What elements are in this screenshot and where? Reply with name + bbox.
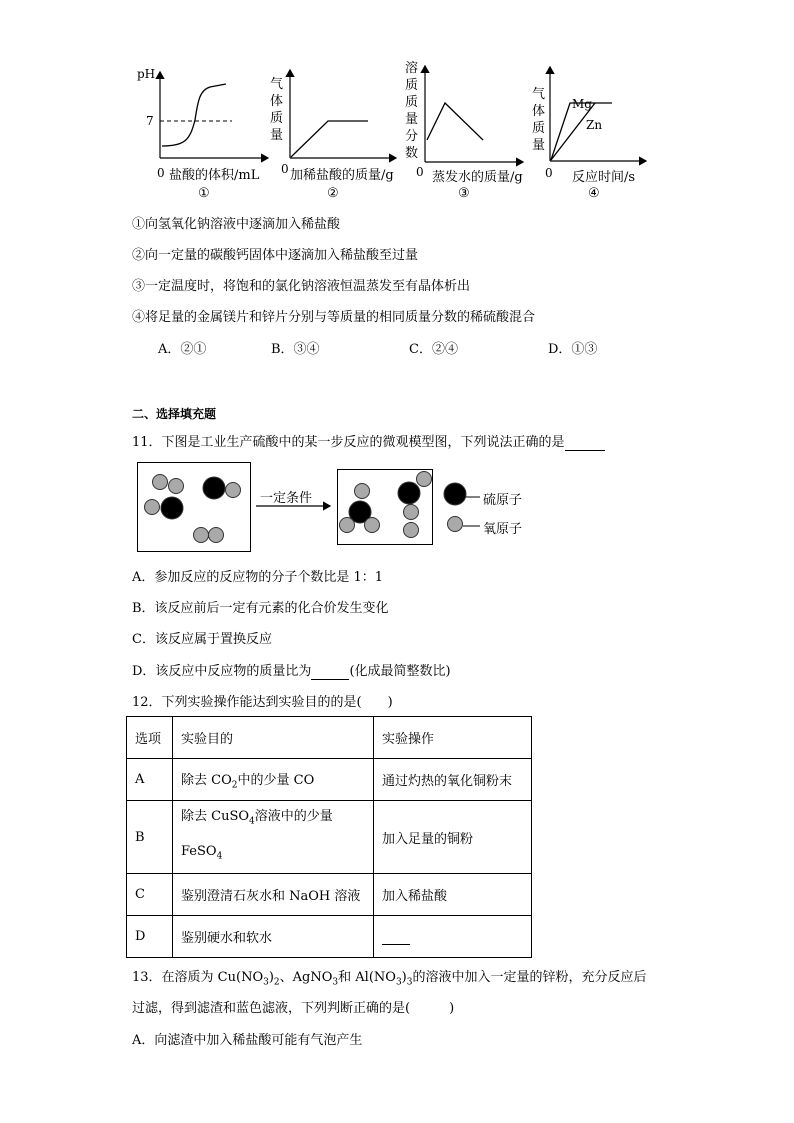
graph-1	[160, 72, 268, 158]
reactants-box	[137, 462, 251, 552]
table-header-row	[127, 717, 532, 759]
table-row	[127, 759, 532, 801]
row-a-goal-text: 除去 CO	[181, 772, 232, 788]
legend-sulfur-atom	[444, 483, 466, 505]
q13-option-a[interactable]: A．向滤渣中加入稀盐酸可能有气泡产生	[132, 1033, 363, 1048]
graph-4-zn-label: Zn	[586, 118, 603, 132]
row-d-answer-blank[interactable]	[382, 929, 410, 945]
q13-sub-a: 3	[263, 977, 269, 988]
graph-3-origin: 0	[416, 165, 424, 179]
q10-option-c[interactable]: C．②④	[409, 342, 458, 357]
q13-sub-d: 3	[395, 977, 402, 988]
q11-option-d-blank[interactable]	[311, 664, 349, 680]
q12-table	[126, 716, 532, 958]
graph-4-y-label: 气 体 质 量	[532, 87, 546, 153]
header-operation: 实验操作	[374, 717, 532, 759]
row-b-goal-sub: 4	[249, 817, 255, 827]
q10-option-d[interactable]: D．①③	[548, 342, 598, 357]
graph-2	[290, 70, 396, 158]
row-b-goal-sub2: 4	[216, 851, 223, 862]
q10-option-b[interactable]: B．③④	[271, 342, 320, 357]
section-2-title: 二、选择填充题	[132, 407, 217, 421]
graph-1-y-label: pH	[137, 67, 156, 81]
q11-stem-text: 11．下图是工业生产硫酸中的某一步反应的微观模型图，下列说法正确的是	[132, 435, 565, 450]
row-d-operation	[374, 916, 532, 958]
q13-text-c: 、AgNO	[279, 970, 333, 985]
table-row	[127, 874, 532, 916]
row-a-operation: 通过灼热的氧化铜粉末	[374, 759, 532, 801]
graph-3	[425, 66, 523, 162]
q11-answer-blank[interactable]	[565, 435, 605, 451]
q13-sub-c: 3	[332, 977, 339, 988]
row-b-goal	[173, 801, 374, 874]
graph-2-origin: 0	[281, 162, 289, 176]
row-a-goal	[173, 759, 374, 801]
graph-2-line	[291, 121, 368, 157]
q13-stem-line2: 过滤，得到滤渣和蓝色滤液，下列判断正确的是( )	[132, 1001, 455, 1016]
q13-text-b: )	[268, 970, 274, 985]
q13-text-a: 13．在溶质为 Cu(NO	[132, 970, 264, 985]
row-b-goal-text2: 溶液中的少量	[254, 809, 333, 825]
row-c-goal: 鉴别澄清石灰水和 NaOH 溶液	[173, 874, 374, 916]
header-goal: 实验目的	[173, 717, 374, 759]
graph-3-line	[427, 103, 483, 140]
row-b-operation: 加入足量的铜粉	[374, 801, 532, 874]
arrow-condition-label: 一定条件	[260, 491, 313, 506]
q11-option-d-prefix: D．该反应中反应物的质量比为	[132, 664, 312, 679]
graph-1-origin: 0	[157, 166, 165, 180]
statement-3: ③一定温度时，将饱和的氯化钠溶液恒温蒸发至有晶体析出	[132, 279, 471, 294]
statement-4: ④将足量的金属镁片和锌片分别与等质量的相同质量分数的稀硫酸混合	[132, 310, 536, 325]
graph-1-tick-7: 7	[146, 114, 154, 128]
graph-2-index: ②	[327, 186, 339, 201]
header-option: 选项	[127, 717, 173, 759]
row-c-operation: 加入稀盐酸	[374, 874, 532, 916]
legend-oxygen-atom	[448, 517, 463, 532]
graph-4	[550, 67, 646, 161]
graph-4-mg-label: Mg	[572, 97, 592, 111]
row-a-goal-sub: 2	[231, 780, 238, 791]
graph-4-origin: 0	[545, 166, 553, 180]
row-d-option: D	[127, 916, 173, 958]
statement-2: ②向一定量的碳酸钙固体中逐滴加入稀盐酸至过量	[132, 248, 419, 263]
graph-4-mg-line	[551, 103, 612, 160]
graph-1-x-label: 盐酸的体积/mL	[169, 168, 260, 183]
row-a-option: A	[127, 759, 173, 801]
table-row	[127, 801, 532, 874]
graph-3-x-label: 蒸发水的质量/g	[432, 170, 523, 185]
graph-1-index: ①	[198, 186, 210, 201]
q11-option-c[interactable]: C．该反应属于置换反应	[132, 632, 272, 647]
row-d-goal: 鉴别硬水和软水	[173, 916, 374, 958]
legend-oxygen-label: 氧原子	[483, 522, 523, 537]
row-b-goal-text: 除去 CuSO	[181, 809, 250, 825]
q13-stem-line1	[132, 966, 647, 988]
row-b-option: B	[127, 801, 173, 874]
graph-2-x-label: 加稀盐酸的质量/g	[290, 168, 394, 183]
q10-option-a[interactable]: A．②①	[158, 342, 207, 357]
q11-stem	[132, 431, 605, 451]
products-box	[337, 469, 433, 545]
graph-1-curve	[162, 84, 226, 146]
legend-sulfur-label: 硫原子	[483, 493, 523, 508]
q13-text-e: )	[401, 970, 407, 985]
graph-3-index: ③	[458, 186, 470, 201]
row-c-option: C	[127, 874, 173, 916]
graphs-figure	[0, 0, 794, 210]
q11-option-d-suffix: (化成最简整数比)	[349, 664, 451, 679]
q13-text-f: 的溶液中加入一定量的锌粉，充分反应后	[412, 970, 647, 985]
row-a-goal-text2: 中的少量 CO	[237, 772, 315, 788]
graph-3-y-label: 溶 质 质 量 分 数	[405, 61, 419, 161]
q11-option-d[interactable]	[132, 660, 451, 680]
q12-stem: 12．下列实验操作能达到实验目的的是( )	[132, 695, 393, 710]
graph-2-y-label: 气 体 质 量	[270, 77, 284, 143]
q13-sub-b: 2	[273, 977, 280, 988]
row-b-goal-text3: FeSO	[181, 844, 217, 859]
table-row	[127, 916, 532, 958]
q13-text-d: 和 Al(NO	[338, 970, 396, 985]
graph-4-x-label: 反应时间/s	[572, 170, 636, 185]
q11-option-b[interactable]: B．该反应前后一定有元素的化合价发生变化	[132, 601, 389, 616]
q11-option-a[interactable]: A．参加反应的反应物的分子个数比是 1：1	[132, 570, 384, 585]
statement-1: ①向氢氧化钠溶液中逐滴加入稀盐酸	[132, 217, 341, 232]
graph-4-index: ④	[588, 186, 600, 201]
q13-sub-e: 3	[406, 977, 413, 988]
